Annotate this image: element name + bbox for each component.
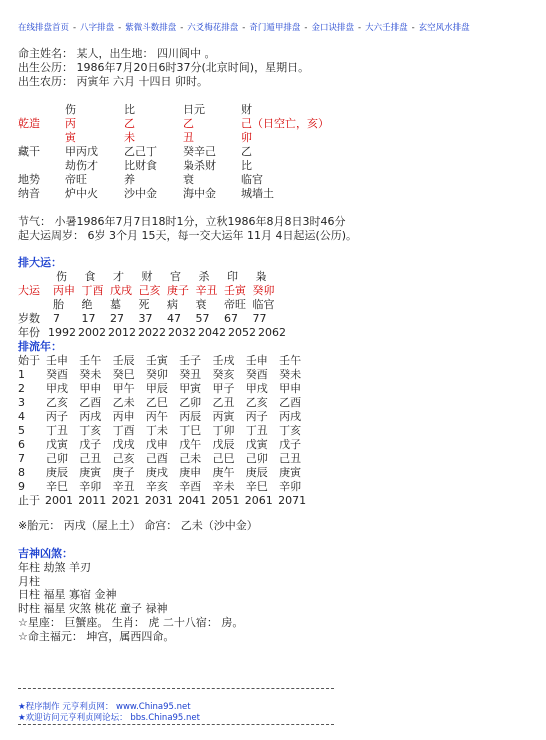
- liunian-end-year: 2021: [111, 494, 140, 507]
- dayun-age: 57: [195, 312, 210, 325]
- liunian-head: 壬子: [179, 354, 202, 367]
- dayun-year: 2032: [168, 326, 196, 339]
- liunian-cell: 己丑: [279, 452, 302, 465]
- dayun-title: 排大运：: [18, 256, 62, 269]
- liunian-cell: 丙寅: [212, 410, 235, 423]
- pillar-nayin: 海中金: [183, 187, 216, 200]
- dayun-god-bottom: 墓: [110, 298, 121, 311]
- liunian-row-index: 8: [18, 466, 25, 479]
- liunian-cell: 甲戌: [245, 382, 268, 395]
- pillar-hidden: 乙: [241, 145, 252, 158]
- dayun-year: 2022: [138, 326, 166, 339]
- liunian-cell: 丁丑: [245, 424, 268, 437]
- liunian-cell: 戊午: [179, 438, 202, 451]
- dayun-age: 27: [110, 312, 124, 325]
- nav-link-home[interactable]: 在线排盘首页: [18, 23, 70, 33]
- liunian-cell: 癸未: [279, 368, 302, 381]
- nav-separator: -: [357, 23, 362, 33]
- dayun-god-top: 才: [113, 270, 124, 283]
- liunian-cell: 丁亥: [279, 424, 302, 437]
- liunian-cell: 丁亥: [79, 424, 102, 437]
- liunian-cell: 甲子: [212, 382, 235, 395]
- liunian-cell: 乙未: [112, 396, 135, 409]
- liunian-end-year: 2071: [278, 494, 307, 507]
- pillar-hidden-god: 比: [241, 159, 252, 172]
- shensha-year: 年柱 劫煞 羊刃: [18, 561, 91, 574]
- liunian-row-index: 2: [18, 382, 25, 395]
- age-label: 岁数: [18, 312, 40, 325]
- liunian-cell: 庚寅: [279, 466, 302, 479]
- liunian-cell: 癸酉: [245, 368, 268, 381]
- liunian-cell: 己亥: [112, 452, 135, 465]
- dayun-step: 庚子: [167, 284, 189, 297]
- dayun-step: 辛丑: [195, 284, 218, 297]
- nav-link-fengshui[interactable]: 玄空风水排盘: [418, 23, 470, 33]
- pillar-hidden: 乙己丁: [124, 145, 157, 158]
- dayun-god-top: 官: [170, 270, 181, 283]
- liunian-cell: 乙亥: [46, 396, 68, 409]
- pillar-dishi: 帝旺: [65, 173, 87, 186]
- dayun-god-bottom: 帝旺: [224, 298, 246, 311]
- shensha-month: 月柱: [18, 575, 40, 588]
- liunian-cell: 戊子: [79, 438, 102, 451]
- liunian-cell: 乙丑: [212, 396, 235, 409]
- pillar-hidden-god: 劫伤才: [65, 159, 98, 172]
- liunian-cell: 戊辰: [212, 438, 235, 451]
- liunian-cell: 己巳: [212, 452, 235, 465]
- liunian-head: 壬辰: [112, 354, 135, 367]
- liunian-cell: 辛酉: [179, 480, 202, 493]
- dayun-step: 癸卯: [252, 284, 275, 297]
- dayun-year: 2012: [108, 326, 136, 339]
- liunian-cell: 丁丑: [46, 424, 68, 437]
- liunian-cell: 乙酉: [79, 396, 102, 409]
- nav-separator: -: [118, 23, 122, 33]
- liunian-cell: 辛亥: [145, 480, 168, 493]
- footer-forum[interactable]: ★欢迎访问元亨利贞网论坛： bbs.China95.net: [18, 713, 200, 723]
- dayun-step: 丙申: [53, 284, 75, 297]
- liunian-cell: 辛卯: [79, 480, 102, 493]
- shensha-title: 吉神凶煞：: [18, 547, 73, 560]
- pillar-gan: 乙: [124, 117, 135, 130]
- pillar-zhi: 未: [124, 131, 135, 144]
- nav-link-liuren[interactable]: 大六壬排盘: [365, 23, 408, 33]
- nav-link-ziwei[interactable]: 紫微斗数排盘: [125, 23, 177, 33]
- nav-link-liuyao[interactable]: 六爻梅花排盘: [187, 23, 239, 33]
- gan-label: 乾造: [18, 117, 40, 130]
- liunian-cell: 丁未: [145, 424, 168, 437]
- nav-separator: -: [304, 23, 308, 33]
- divider-bottom: [18, 724, 334, 725]
- liunian-row-index: 1: [18, 368, 25, 381]
- pillar-gan: 丙: [65, 117, 76, 130]
- liunian-cell: 庚寅: [79, 466, 102, 479]
- liunian-end-year: 2001: [45, 494, 73, 507]
- liunian-row-index: 7: [18, 452, 25, 465]
- dayun-age: 47: [167, 312, 181, 325]
- liunian-cell: 己丑: [79, 452, 102, 465]
- liunian-cell: 乙亥: [245, 396, 268, 409]
- liunian-cell: 乙巳: [145, 396, 168, 409]
- dayun-god-top: 伤: [56, 270, 67, 283]
- taiyuan-line: ※胎元： 丙戌（屋上土） 命宫： 乙未（沙中金）: [18, 519, 258, 532]
- top-nav: [18, 21, 470, 33]
- liunian-cell: 乙酉: [279, 396, 302, 409]
- dayun-label: 大运: [18, 284, 40, 297]
- dayun-god-bottom: 绝: [81, 298, 93, 311]
- nayin-label: 纳音: [18, 187, 40, 200]
- nav-separator: -: [242, 23, 246, 33]
- pillar-dishi: 临官: [241, 173, 263, 186]
- liunian-cell: 辛巳: [46, 480, 68, 493]
- liunian-title: 排流年：: [18, 340, 62, 353]
- pillar-gan: 乙: [183, 117, 194, 130]
- liunian-end-year: 2031: [144, 494, 173, 507]
- nav-separator: -: [180, 23, 184, 33]
- dayun-god-top: 印: [227, 270, 238, 283]
- liunian-end-year: 2011: [78, 494, 107, 507]
- pillar-god: 伤: [65, 103, 76, 116]
- nav-separator: -: [411, 23, 415, 33]
- liunian-cell: 甲申: [279, 382, 302, 395]
- dayun-year: 2062: [258, 326, 286, 339]
- liunian-cell: 庚子: [112, 466, 135, 479]
- liunian-row-index: 3: [18, 396, 25, 409]
- dayun-step: 戊戌: [110, 284, 132, 297]
- liunian-cell: 癸巳: [112, 368, 135, 381]
- dayun-god-bottom: 病: [167, 298, 178, 311]
- liunian-end-label: 止于: [18, 494, 40, 507]
- pillar-zhi: 寅: [65, 131, 76, 144]
- liunian-head: 壬申: [46, 354, 68, 367]
- dayun-age: 77: [252, 312, 267, 325]
- dayun-god-top: 枭: [255, 270, 267, 283]
- liunian-cell: 己卯: [245, 452, 268, 465]
- dayun-year: 1992: [48, 326, 76, 339]
- liunian-cell: 丁巳: [179, 424, 202, 437]
- liunian-head: 壬寅: [145, 354, 168, 367]
- ming-fu-line: ☆命主福元： 坤宫，属西四命。: [18, 630, 175, 643]
- dayun-age: 37: [138, 312, 153, 325]
- liunian-start-label: 始于: [18, 354, 40, 367]
- liunian-cell: 庚午: [212, 466, 235, 479]
- liunian-cell: 庚戌: [145, 466, 168, 479]
- liunian-cell: 戊寅: [46, 438, 68, 451]
- liunian-cell: 丙申: [112, 410, 135, 423]
- pillar-hidden-god: 比财食: [124, 159, 157, 172]
- pillar-zhi: 丑: [183, 131, 194, 144]
- nav-link-qimen[interactable]: 奇门遁甲排盘: [249, 23, 301, 33]
- pillar-nayin: 沙中金: [124, 187, 157, 200]
- liunian-cell: 丁酉: [112, 424, 135, 437]
- liunian-cell: 己未: [179, 452, 202, 465]
- pillar-zhi: 卯: [241, 131, 252, 144]
- pillar-god: 日元: [183, 103, 205, 116]
- dishi-label: 地势: [18, 173, 40, 186]
- hidden-label: 藏干: [18, 145, 40, 158]
- dayun-step: 丁酉: [81, 284, 104, 297]
- liunian-cell: 丙辰: [179, 410, 202, 423]
- liunian-cell: 戊申: [145, 438, 168, 451]
- pillar-dishi: 养: [124, 173, 135, 186]
- liunian-cell: 丙子: [245, 410, 268, 423]
- liunian-cell: 辛卯: [279, 480, 302, 493]
- pillar-god: 财: [241, 103, 252, 116]
- jieqi-line: 节气： 小暑1986年7月7日18时1分，立秋1986年8月8日3时46分: [18, 215, 346, 228]
- dayun-god-bottom: 死: [138, 298, 150, 311]
- liunian-cell: 甲寅: [179, 382, 202, 395]
- liunian-cell: 辛巳: [245, 480, 268, 493]
- nav-link-bazi[interactable]: 八字排盘: [80, 23, 115, 33]
- liunian-cell: 甲戌: [46, 382, 68, 395]
- dayun-age: 67: [224, 312, 238, 325]
- pillar-hidden: 癸辛己: [183, 145, 216, 158]
- liunian-head: 壬午: [79, 354, 102, 367]
- dayun-god-bottom: 衰: [195, 298, 207, 311]
- liunian-cell: 己酉: [145, 452, 168, 465]
- nav-separator: -: [73, 23, 77, 33]
- qiyun-line: 起大运周岁： 6岁 3个月 15天，每一交大运年 11月 4日起运(公历)。: [18, 229, 358, 242]
- dayun-age: 17: [81, 312, 96, 325]
- liunian-end-year: 2041: [178, 494, 207, 507]
- liunian-cell: 丙戌: [279, 410, 302, 423]
- liunian-row-index: 5: [18, 424, 25, 437]
- liunian-cell: 丙戌: [79, 410, 102, 423]
- liunian-row-index: 4: [18, 410, 25, 423]
- dayun-god-bottom: 临官: [252, 298, 275, 311]
- pillar-hidden: 甲丙戊: [65, 145, 98, 158]
- liunian-cell: 辛未: [212, 480, 235, 493]
- liunian-row-index: 9: [18, 480, 25, 493]
- liunian-cell: 庚申: [179, 466, 202, 479]
- year-label: 年份: [18, 326, 40, 339]
- dayun-god-bottom: 胎: [53, 298, 64, 311]
- footer-program[interactable]: ★程序制作 元亨利贞网： www.China95.net: [18, 702, 191, 712]
- dayun-god-top: 杀: [198, 270, 210, 283]
- liunian-cell: 戊戌: [112, 438, 135, 451]
- liunian-cell: 癸卯: [145, 368, 168, 381]
- liunian-cell: 甲辰: [145, 382, 168, 395]
- liunian-cell: 甲申: [79, 382, 102, 395]
- liunian-cell: 癸未: [79, 368, 102, 381]
- liunian-cell: 戊子: [279, 438, 302, 451]
- pillar-dishi: 衰: [183, 173, 194, 186]
- dayun-step: 壬寅: [224, 284, 246, 297]
- liunian-cell: 癸酉: [46, 368, 68, 381]
- pillar-gan: 己（日空亡，亥）: [241, 117, 329, 130]
- divider-top: [18, 688, 334, 689]
- liunian-cell: 戊寅: [245, 438, 268, 451]
- liunian-cell: 丙午: [145, 410, 168, 423]
- info-lunar-date: 出生农历： 丙寅年 六月 十四日 卯时。: [18, 75, 208, 88]
- liunian-cell: 丙子: [46, 410, 68, 423]
- info-solar-date: 出生公历： 1986年7月20日6时37分(北京时间)，星期日。: [18, 61, 310, 74]
- liunian-cell: 庚辰: [46, 466, 68, 479]
- dayun-age: 7: [53, 312, 60, 325]
- liunian-head: 壬午: [279, 354, 302, 367]
- pillar-nayin: 城墙土: [241, 187, 274, 200]
- dayun-god-top: 食: [84, 270, 96, 283]
- liunian-row-index: 6: [18, 438, 25, 451]
- info-name: 命主姓名： 某人，出生地： 四川阆中 。: [18, 47, 216, 60]
- liunian-cell: 癸亥: [212, 368, 235, 381]
- dayun-year: 2052: [228, 326, 256, 339]
- dayun-year: 2002: [78, 326, 106, 339]
- liunian-end-year: 2051: [211, 494, 240, 507]
- liunian-cell: 甲午: [112, 382, 135, 395]
- liunian-cell: 庚辰: [245, 466, 268, 479]
- liunian-cell: 丁卯: [212, 424, 235, 437]
- star-sign-line: ☆星座： 巨蟹座。 生肖： 虎 二十八宿： 房。: [18, 616, 244, 629]
- liunian-cell: 己卯: [46, 452, 68, 465]
- dayun-year: 2042: [198, 326, 226, 339]
- pillar-hidden-god: 枭杀财: [183, 159, 216, 172]
- shensha-hour: 时柱 福星 灾煞 桃花 童子 禄神: [18, 602, 168, 615]
- nav-link-jinkou[interactable]: 金口诀排盘: [311, 23, 354, 33]
- dayun-god-top: 财: [141, 270, 153, 283]
- pillar-god: 比: [124, 103, 135, 116]
- liunian-cell: 癸丑: [179, 368, 202, 381]
- pillar-nayin: 炉中火: [65, 187, 98, 200]
- liunian-cell: 辛丑: [112, 480, 135, 493]
- liunian-head: 壬戌: [212, 354, 235, 367]
- shensha-day: 日柱 福星 寡宿 金神: [18, 588, 117, 601]
- liunian-head: 壬申: [245, 354, 268, 367]
- liunian-end-year: 2061: [244, 494, 273, 507]
- dayun-step: 己亥: [138, 284, 161, 297]
- liunian-cell: 乙卯: [179, 396, 202, 409]
